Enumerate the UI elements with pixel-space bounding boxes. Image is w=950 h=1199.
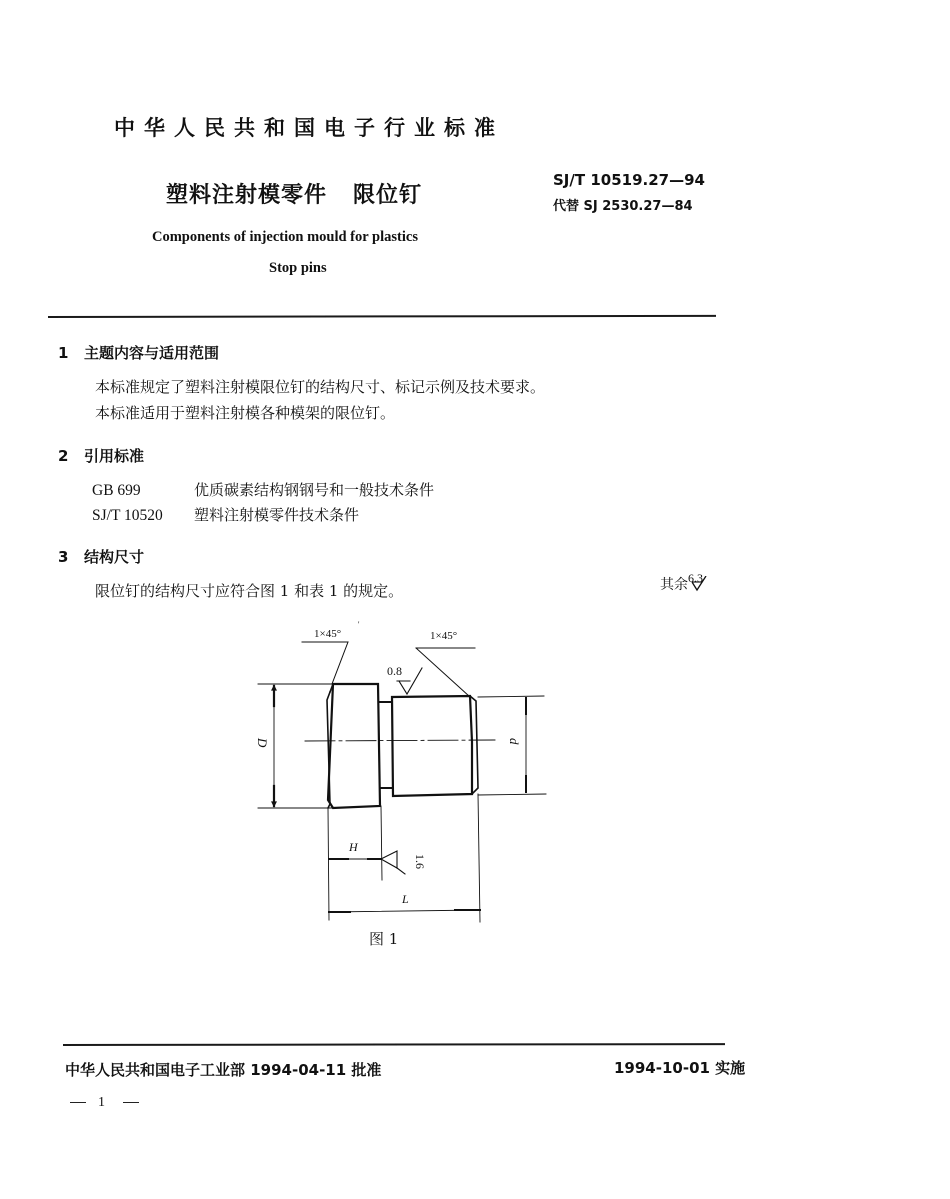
figure-caption: 图 1 bbox=[369, 930, 399, 948]
section-1-heading bbox=[58, 342, 219, 363]
footer-divider bbox=[63, 1043, 725, 1046]
reference-item bbox=[92, 479, 434, 500]
page-number bbox=[70, 1094, 139, 1111]
general-roughness-note bbox=[660, 571, 707, 594]
dash-right bbox=[123, 1102, 139, 1103]
section-1-paragraph: 本标准规定了塑料注射模限位钉的结构尺寸、标记示例及技术要求。 bbox=[95, 378, 546, 396]
chamfer-right-label: 1×45° bbox=[430, 630, 458, 642]
standard-number: SJ/T 10519.27—94 bbox=[553, 171, 705, 189]
reference-item bbox=[92, 504, 359, 525]
reference-title: 优质碳素结构钢钢号和一般技术条件 bbox=[194, 481, 435, 499]
implementation-date: 1994-10-01 实施 bbox=[614, 1059, 746, 1077]
roughness-value: 6.3 bbox=[688, 571, 703, 585]
stop-pin-drawing bbox=[250, 610, 550, 950]
reference-code: SJ/T 10520 bbox=[92, 507, 163, 524]
title-cn-part1: 塑料注射模零件 bbox=[166, 183, 328, 208]
section-number: 2 bbox=[58, 447, 69, 465]
approval-line: 中华人民共和国电子工业部 1994-04-11 批准 bbox=[65, 1061, 382, 1079]
title-cn-part2: 限位钉 bbox=[353, 183, 423, 208]
document-title-en: Components of injection mould for plastics bbox=[152, 229, 418, 245]
section-title: 引用标准 bbox=[84, 447, 145, 465]
replaces-standard: 代替 SJ 2530.27—84 bbox=[553, 199, 693, 214]
issuing-body-heading: 中华人民共和国电子行业标准 bbox=[114, 116, 504, 140]
section-3-heading bbox=[58, 546, 144, 567]
dimension-d-label: d bbox=[507, 738, 522, 745]
chamfer-left-label: 1×45° bbox=[314, 628, 342, 640]
roughness-0-8-label: 0.8 bbox=[387, 664, 402, 678]
dimension-D-label: D bbox=[255, 738, 270, 748]
document-subtitle-en: Stop pins bbox=[269, 260, 327, 276]
dimension-L-label: L bbox=[402, 892, 409, 906]
section-title: 结构尺寸 bbox=[84, 548, 145, 566]
section-number: 1 bbox=[58, 344, 69, 362]
dash-left bbox=[70, 1102, 86, 1103]
section-1-paragraph: 本标准适用于塑料注射模各种模架的限位钉。 bbox=[95, 404, 396, 422]
document-title-cn bbox=[166, 178, 422, 209]
section-3-paragraph: 限位钉的结构尺寸应符合图 1 和表 1 的规定。 bbox=[95, 582, 404, 600]
page-number-value: 1 bbox=[98, 1095, 105, 1110]
section-title: 主题内容与适用范围 bbox=[84, 344, 220, 362]
header-divider bbox=[48, 315, 716, 318]
dimension-H-label: H bbox=[349, 840, 358, 854]
section-number: 3 bbox=[58, 548, 69, 566]
reference-title: 塑料注射模零件技术条件 bbox=[194, 506, 360, 524]
reference-code: GB 699 bbox=[92, 482, 141, 499]
section-2-heading bbox=[58, 445, 144, 466]
roughness-label: 其余 bbox=[660, 577, 688, 593]
tick-mark: ' bbox=[358, 620, 360, 629]
roughness-1-6-label: 1.6 bbox=[413, 854, 427, 869]
